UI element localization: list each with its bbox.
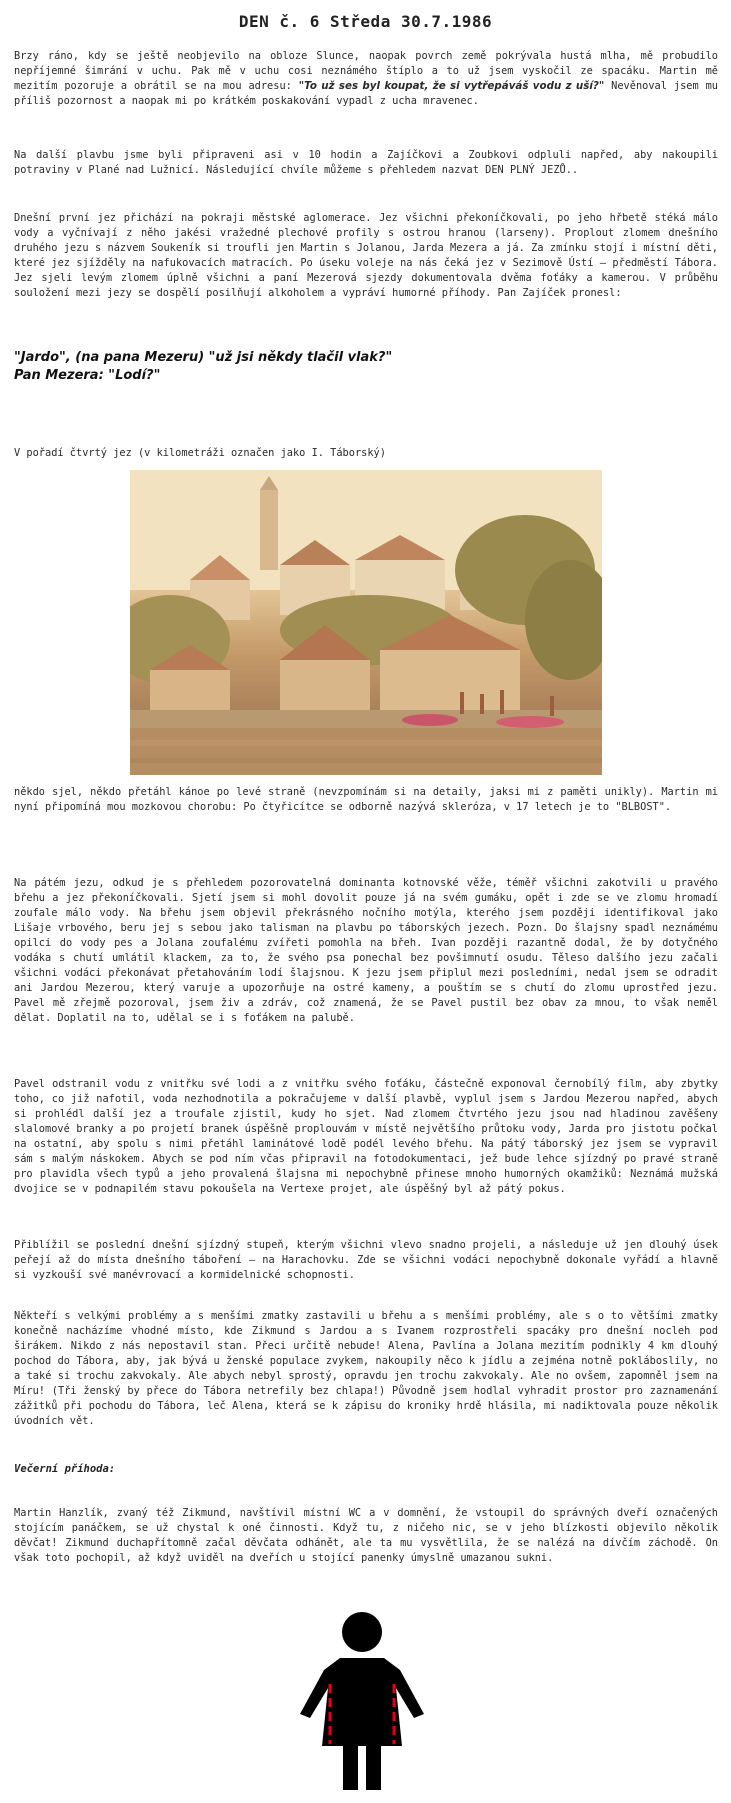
paragraph-memory: někdo sjel, někdo přetáhl kánoe po levé straně (nevzpomínám si na detaily, jaksi mi z paměti unikly). Martin mi nyní připomíná mou mozkovou chorobu: Po čtyřicítce se odborně nazývá skleróza, v 17 letech je to "BLBOST". xyxy=(14,786,718,813)
quote-zajicek: "Jardo", (na pana Mezeru) "už jsi někdy tlačil vlak?" xyxy=(14,350,393,365)
dialogue-quotes xyxy=(14,349,718,385)
paragraph-pavel: Pavel odstranil vodu z vnitřku své lodi a z vnitřku svého foťáku, částečně exponoval černobílý film, aby zbytky toho, co již nafotil, voda nezhodnotila a pokračujeme v další plavbě, vyplul jsem s Jardou Mezerou napřed, abych si prohlédl další jez a troufale zjistil, kudy ho sjet. Nad zlomem čtvrtého jezu jsou nad hladinou zavěšeny slalomové branky a po projetí branek úspěšně proplouvám v místě největšího průtoku vody, Jarda pro jistotu počkal na ostatní, aby spolu s nimi přetáhl laminátové lodě podél levého břehu. Na pátý táborský jez jsem se vypravil sám s malým náskokem. Abych se pod ním včas připravil na fotodokumentaci, jež bude lehce sjízdný po pravé straně pro plavidla všech typů a jeho provalená šlajsna mi nepochybně přinese mnoho humorných okamžiků: Neznámá mužská dvojice se v podnapilém stavu pokoušela na Vertexe projet, ale úspěšný byl až pátý pokus. xyxy=(14,1078,718,1195)
martin-quote: "To už ses byl koupat, že si vytřepáváš vodu z uší?" xyxy=(298,80,605,92)
paragraph-fifth-weir: Na pátém jezu, odkud je s přehledem pozorovatelná dominanta kotnovské věže, téměř všichni zakotvili u pravého břehu a jez překoníčkovali. Sjetí jsem si mohl dovolit pouze já na svém gumáku, opět i zde se ve zlomu hromadí zoufale málo vody. Na břehu jsem objevil překrásného nočního motýla, kterého jsem později identifikoval jako Lišaje vrbového, beru jej s sebou jako talisman na plavbu po táborských jezech. Pozn. Do šlajsny spadl neznámému opilci do vody pes a Jolana zoufalému zvířeti pomohla na břeh. Ivan později razantně dodal, že by dotyčného vodáka s chutí umlátil klackem, za to, že svého psa ponechal bez povšimnutí osudu. Těleso dalšího jezu začali všichni vodáci překonávat přetahováním lodí šlajsnou. K jezu jsem připlul mezi posledními, nedal jsem se odradit ani Jardou Mezerou, který varuje a upozorňuje na ostré kameny, a pouštím se s chutí do zlomu uprostřed jezu. Pavel mě zřejmě pozoroval, jsem živ a zdráv, což znamená, že se Pavel pustil bez obav za mnou, to však neměl dělat. Doplatil na to, udělal se i s foťákem na palubě. xyxy=(14,877,718,1024)
paragraph-last-stage: Přiblížil se poslední dnešní sjízdný stupeň, kterým všichni vlevo snadno projeli, a následuje už jen dlouhý úsek peřejí až do místa dnešního táboření – na Harachovku. Zde se všichni vodáci nepochybně dokonale vyřádí a hlavně si vyzkouší své manévrovací a kormidelnické schopnosti. xyxy=(14,1239,718,1281)
woman-restroom-icon xyxy=(296,1612,428,1792)
river-town-photo xyxy=(130,470,602,775)
paragraph-evening-story: Martin Hanzlík, zvaný též Zikmund, navštívil místní WC a v domnění, že vstoupil do správných dveří označených stojícím panáčkem, se už chystal k oné činnosti. Když tu, z ničeho nic, se v jeho blízkosti objevilo několik děvčat! Zikmund duchapřítomně začal děvčata odhánět, ale ta mu vysvětlila, že se nalézá na dívčím záchodě. On však toto pochopil, až když uviděl na dveřích u stojící panenky úmyslně umazanou sukni. xyxy=(14,1507,718,1564)
paragraph-departure: Na další plavbu jsme byli připraveni asi v 10 hodin a Zajíčkovi a Zoubkovi odpluli napřed, aby nakoupili potraviny v Plané nad Lužnicí. Následující chvíle můžeme s přehledem nazvat DEN PLNÝ JEZŮ.. xyxy=(14,149,718,176)
paragraph-first-weirs: Dnešní první jez přichází na pokraji městské aglomerace. Jez všichni překoníčkovali, po jeho hřbetě stéká málo vody a vyčnívají z něho jakési vražedné plechové profily s ostrou hranou (larseny). Proplout zlomem dnešního druhého jezu s názvem Soukeník si troufli jen Martin s Jolanou, Jarda Mezera a já. Za zmínku stojí i místní děti, které jez sjížděly na nafukovacích matracích. Po úseku voleje na nás čeká jez v Sezimově Ústí – předměstí Tábora. Jez sjeli levým zlomem úplně všichni a paní Mezerová sjezdy dokumentovala dvěma foťáky a kamerou. V průběhu souložení mezi jezy se dospělí posilňují alkoholem a vypráví humorné příhody. Pan Zajíček pronesl: xyxy=(14,212,718,299)
paragraph-morning-text-b: Nevěnoval jsem mu příliš pozornost a naopak mi po krátkém poskakování vypadl z ucha mravenec. xyxy=(14,80,719,107)
paragraph-camp: Někteří s velkými problémy a s menšími zmatky zastavili u břehu a s menšími problémy, ale s o to většími zmatky konečně nacházíme vhodné místo, kde Zikmund s Jardou a s Ivanem rozprostřeli spacáky pro dnešní nocleh pod širákem. Nikdo z nás nepostavil stan. Přeci určitě nebude! Alena, Pavlína a Jolana mezitím podnikly 4 km dlouhý pochod do Tábora, aby, jak bývá u ženské populace zvykem, nakoupily něco k jídlu a zejména notně pokláboslily, no a také si trochu zakvokaly. Ale abych nebyl sprostý, opravdu jen trochu zakvokaly. Ale no ovšem, zapomněl jsem na Míru! (Tři ženský by přece do Tábora netrefily bez chlapa!) Původně jsem hodlal vyhradit prostor pro zaznamenání zážitků při pochodu do Tábora, leč Alena, která se k zápisu do kroniky hrdě hlásila, mi nadiktovala pouze několik úvodních vět. xyxy=(14,1310,718,1427)
evening-story-subtitle: Večerní příhoda: xyxy=(14,1463,116,1475)
paragraph-morning-text-a: Brzy ráno, kdy se ještě neobjevilo na obloze Slunce, naopak povrch země pokrývala hustá mlha, mě probudilo nepříjemné šimrání v uchu. Pak mě v uchu cosi neznámého štíplo a to už jsem vyskočil ze spacáku. Martin mě mezitím pozoruje a obrátil se na mou adresu: xyxy=(14,50,718,92)
page-title: DEN č. 6 Středa 30.7.1986 xyxy=(238,12,493,31)
quote-mezera: Pan Mezera: "Lodí?" xyxy=(14,368,161,383)
paragraph-fourth-weir: V pořadí čtvrtý jez (v kilometráži označen jako I. Táborský) xyxy=(14,447,386,459)
paragraph-morning xyxy=(14,49,718,109)
